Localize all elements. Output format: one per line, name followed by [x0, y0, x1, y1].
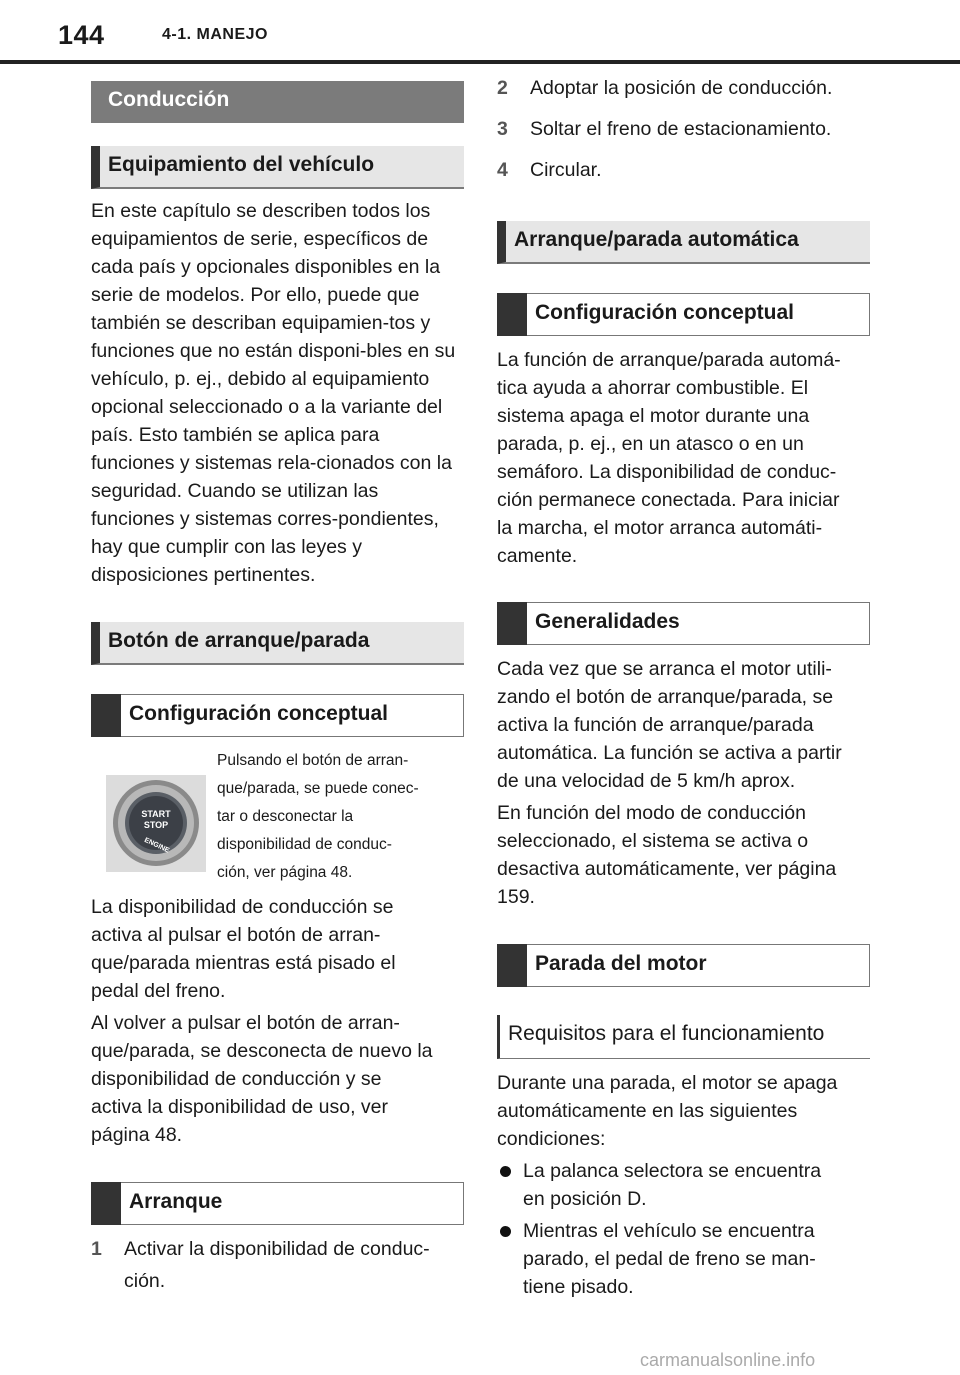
- text-line: Activar la disponibilidad de conduc-: [124, 1238, 430, 1260]
- heading-parada-motor: Parada del motor: [497, 944, 870, 987]
- text-line: La palanca selectora se encuentra: [523, 1160, 822, 1182]
- text-line: camente.: [497, 545, 578, 567]
- text-line: La función de arranque/parada automá-: [497, 349, 841, 371]
- heading-arranque: Arranque: [91, 1182, 464, 1225]
- heading-requisitos: Requisitos para el funcionamiento: [497, 1015, 870, 1059]
- heading-equipamiento: Equipamiento del vehículo: [91, 146, 464, 189]
- text-line: de una velocidad de 5 km/h aprox.: [497, 770, 796, 792]
- bullet-dot: [500, 1166, 511, 1177]
- step-number: 4: [497, 159, 508, 181]
- step-text: Adoptar la posición de conducción.: [530, 77, 833, 99]
- text-line: condiciones:: [497, 1128, 606, 1150]
- text-line: tiene pisado.: [523, 1276, 634, 1298]
- start-stop-button-image: [106, 775, 206, 872]
- paragraph-durante: [497, 1069, 870, 1153]
- text-line: La disponibilidad de conducción se: [91, 896, 394, 918]
- step-number: 1: [91, 1238, 102, 1260]
- text-line: seleccionado, el sistema se activa o: [497, 830, 809, 852]
- paragraph-volver: [91, 1009, 464, 1149]
- text-line: en posición D.: [523, 1188, 647, 1210]
- step-text: Soltar el freno de estacionamiento.: [530, 118, 832, 140]
- text-line: zando el botón de arranque/parada, se: [497, 686, 834, 708]
- heading-boton-arranque: Botón de arranque/parada: [91, 622, 464, 665]
- start-label: START: [141, 809, 171, 819]
- header-rule: [0, 60, 960, 64]
- text-line: semáforo. La disponibilidad de conduc-: [497, 461, 837, 483]
- bullet-text: [523, 1157, 868, 1213]
- step-text: Circular.: [530, 159, 602, 181]
- start-stop-icon: [106, 775, 206, 872]
- paragraph-en-funcion: [497, 799, 870, 911]
- heading-arranque-automatica: Arranque/parada automática: [497, 221, 870, 264]
- text-line: la marcha, el motor arranca automáti-: [497, 517, 823, 539]
- caption-line: tar o desconectar la: [217, 808, 354, 825]
- caption-line: ción, ver página 48.: [217, 864, 353, 881]
- text-line: pedal del freno.: [91, 980, 226, 1002]
- heading-conduccion: Conducción: [91, 81, 464, 123]
- paragraph-cada-vez: [497, 655, 870, 795]
- text-line: ción.: [124, 1270, 166, 1292]
- caption-line: disponibilidad de conduc-: [217, 836, 392, 853]
- text-line: automática. La función se activa a partir: [497, 742, 842, 764]
- text-line: disponibilidad de conducción y se: [91, 1068, 382, 1090]
- heading-config-conceptual-2: Configuración conceptual: [497, 293, 870, 336]
- bullet-text: [523, 1217, 868, 1301]
- text-line: activa al pulsar el botón de arran-: [91, 924, 381, 946]
- text-line: ción permanece conectada. Para iniciar: [497, 489, 840, 511]
- text-line: parada, p. ej., en un atasco o en un: [497, 433, 804, 455]
- text-line: que/parada, se desconecta de nuevo la: [91, 1040, 433, 1062]
- text-line: Durante una parada, el motor se apaga: [497, 1072, 838, 1094]
- caption-line: que/parada, se puede conec-: [217, 780, 419, 797]
- text-line: Mientras el vehículo se encuentra: [523, 1220, 815, 1242]
- text-line: activa la disponibilidad de uso, ver: [91, 1096, 389, 1118]
- text-line: En función del modo de conducción: [497, 802, 806, 824]
- section-title: 4-1. MANEJO: [162, 26, 268, 43]
- text-line: parado, el pedal de freno se man-: [523, 1248, 816, 1270]
- text-line: 159.: [497, 886, 535, 908]
- step-text: [124, 1235, 464, 1295]
- text-line: desactiva automáticamente, ver página: [497, 858, 837, 880]
- paragraph-disponibilidad: [91, 893, 464, 1005]
- heading-config-conceptual: Configuración conceptual: [91, 694, 464, 737]
- engine-label: ENGINE: [142, 836, 171, 855]
- text-line: Al volver a pulsar el botón de arran-: [91, 1012, 400, 1034]
- step-number: 3: [497, 118, 508, 140]
- text-line: página 48.: [91, 1124, 183, 1146]
- text-line: automáticamente en las siguientes: [497, 1100, 798, 1122]
- text-line: Cada vez que se arranca el motor utili-: [497, 658, 832, 680]
- image-caption: [217, 747, 467, 887]
- paragraph-equipamiento: En este capítulo se describen todos los equipamientos de serie, específicos de cada país y opcionales disponibles en la serie de modelos. Por ello, puede que también se describan equipamien-tos y funciones que no están disponi-bles en su vehículo, p. ej., debido al equipamiento opcional seleccionado o a la variante del país. Esto también se aplica para funciones y sistemas rela-cionados con la seguridad. Cuando se utilizan las funciones y sistemas corres-pondientes, hay que cumplir con las leyes y disposiciones pertinentes.: [91, 200, 456, 586]
- text-line: sistema apaga el motor durante una: [497, 405, 810, 427]
- step-number: 2: [497, 77, 508, 99]
- watermark: carmanualsonline.info: [640, 1350, 816, 1370]
- caption-line: Pulsando el botón de arran-: [217, 752, 409, 769]
- stop-label: STOP: [143, 820, 169, 830]
- bullet-dot: [500, 1226, 511, 1237]
- text-line: que/parada mientras está pisado el: [91, 952, 396, 974]
- text-line: activa la función de arranque/parada: [497, 714, 814, 736]
- paragraph-funcion: [497, 346, 870, 570]
- text-line: tica ayuda a ahorrar combustible. El: [497, 377, 809, 399]
- step-1: [91, 1235, 464, 1295]
- page-number: 144: [58, 20, 105, 50]
- heading-generalidades: Generalidades: [497, 602, 870, 645]
